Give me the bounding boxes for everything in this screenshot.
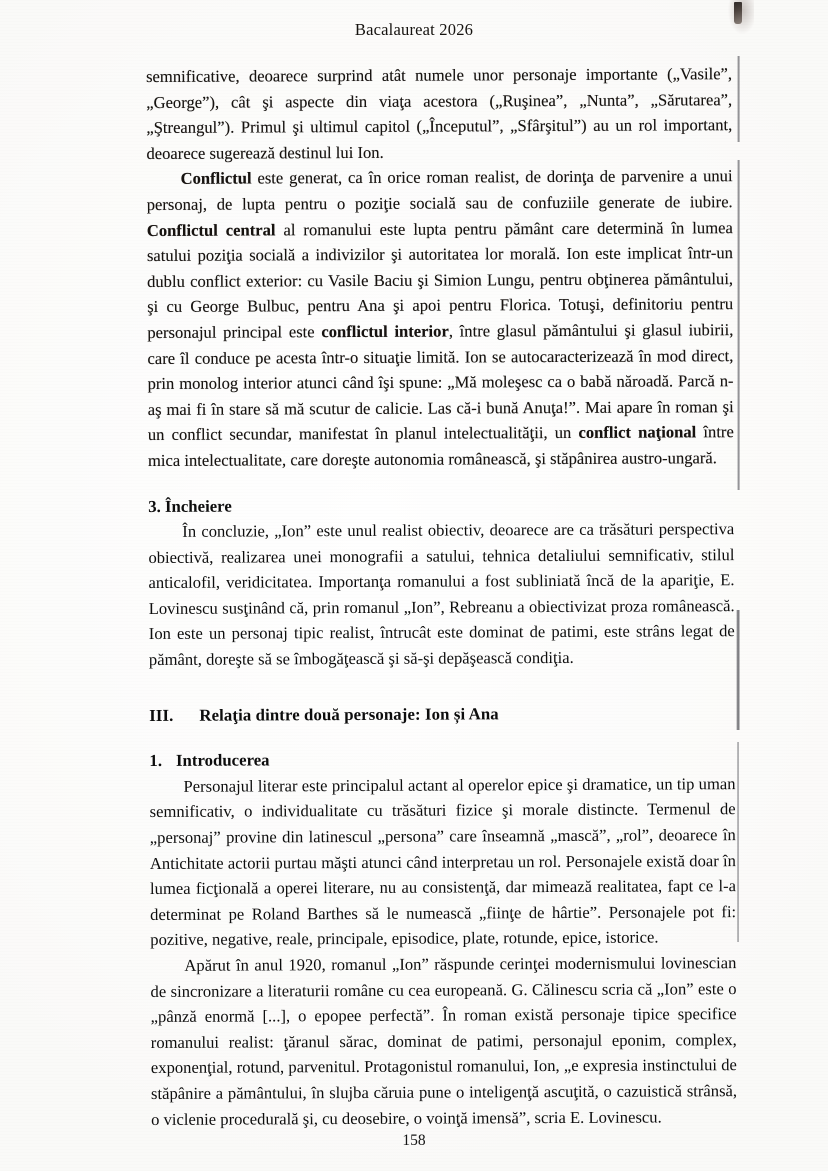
heading-introducerea-numeral: 1. bbox=[149, 751, 163, 771]
page-number: 158 bbox=[402, 1132, 426, 1149]
conflict-text-2: al romanului este lupta pentru pământ care determină în lumea satului poziţia socială a indivizilor şi autoritatea lor morală. Ion este implicat într-un dublu conflict exterior: cu Vasile Baciu şi Simion Lungu, pentru obţinerea pământului, şi cu George Bulbuc, pentru Ana şi apoi pentru Florica. Totuşi, definitoriu pentru personajul principal este bbox=[146, 217, 734, 342]
paragraph-conflict bbox=[147, 164, 734, 474]
paragraph-incheiere: În concluzie, „Ion” este unul realist obiectiv, deoarece are ca trăsături perspectiva obiectivă, realizarea unei monografii a satului, tehnica detaliului semnificativ, stilul anticalofil, veridicitatea. Importanţa romanului a fost subliniată încă de la apariţie, E. Lovinescu susţinând că, prin romanul „Ion”, Rebreanu a obiectivizat proza românească. Ion este un personaj tipic realist, întrucât este dominat de patimi, este strâns legat de pământ, doreşte să se îmbogăţească şi să-şi depăşească condiţia. bbox=[148, 519, 735, 670]
term-conflict-national: conflict naţional bbox=[578, 422, 697, 443]
heading-section-iii-numeral: III. bbox=[149, 705, 174, 725]
scan-edge-line bbox=[737, 742, 739, 942]
term-conflictul-central: Conflictul central bbox=[146, 219, 276, 240]
heading-introducerea-title: Introducerea bbox=[175, 750, 270, 771]
scan-edge-line bbox=[737, 160, 740, 490]
paragraph-introducere-1: Personajul literar este principalul actant al operelor epice şi dramatice, un tip uman semnificativ, o individualitate cu trăsături fizice şi morale distincte. Termenul de „personaj” provine din latinescul „persona” care înseamnă „mască”, „rol”, deoarece în Antichitate actorii purtau măşti atunci când interpretau un rol. Personajele există doar în lumea ficţională a operei literare, nu au consistenţă, dar mimează realitatea, fapt ce l-a determinat pe Roland Barthes să le numească „fiinţe de hârtie”. Personajele pot fi: pozitive, negative, reale, principale, episodice, plate, rotunde, epice, istorice. bbox=[149, 773, 737, 950]
heading-incheiere: 3. Încheiere bbox=[148, 496, 232, 516]
conflict-text-4: între mica intelectualitate, care doreşte autonomia românească, şi stăpânirea austro-ungară. bbox=[147, 422, 734, 470]
scan-edge-line bbox=[736, 610, 740, 730]
paragraph-introducere-2: Apărut în anul 1920, romanul „Ion” răspunde cerinţei modernismului lovinescian de sincronizare a literaturii române cu cea europeană. G. Călinescu scria că „Ion” este o „pânză enormă [...], o epopee perfectă”. În roman există personaje tipice specifice romanului realist: ţăranul sărac, dominat de patimi, personajul eponim, complex, exponenţial, rotund, parvenitul. Protagonistul romanului, Ion, „e expresia instinctului de stăpânire a pământului, în slujba căruia pune o inteligenţă ascuţită, o cazuistică strânsă, o viclenie procedurală şi, cu deosebire, o voinţă imensă”, scria E. Lovinescu. bbox=[150, 953, 738, 1129]
running-head: Bacalaureat 2026 bbox=[354, 20, 474, 39]
paragraph-continued: semnificative, deoarece surprind atât numele unor personaje importante („Vasile”, „George”), cât şi aspecte din viaţa acestora („Ruşinea”, „Nunta”, „Sărutarea”, „Ştreangul”). Primul şi ultimul capitol („Începutul”, „Sfârşitul”) au un rol important, deoarece sugerează destinul lui Ion. bbox=[146, 64, 733, 163]
page-body-text bbox=[146, 61, 737, 1132]
spacer bbox=[149, 725, 735, 748]
heading-section-iii-title: Relaţia dintre două personaje: Ion și Ana bbox=[199, 703, 499, 725]
conflict-text-1: este generat, ca în orice roman realist, de dorinţa de parvenire a unui personaj, de lupta pentru o poziţie socială sau de confuziile generate de iubire. bbox=[146, 166, 733, 214]
term-conflictul-interior: conflictul interior bbox=[321, 321, 449, 342]
heading-section-iii bbox=[149, 700, 735, 728]
scan-edge-line bbox=[737, 56, 740, 142]
heading-introducerea bbox=[149, 745, 735, 773]
spacer bbox=[149, 670, 735, 703]
term-conflictul: Conflictul bbox=[180, 168, 252, 189]
conflict-text-3: , între glasul pământului şi glasul iubirii, care îl conduce pe acesta într-o situaţie limită. Ion se autocaracterizează în mod direct, prin monolog interior atunci când îşi spune: „Mă moleşesc ca o babă năroadă. Parcă n-aş mai fi în stare să mă scutur de calicie. Las că-i bună Anuţa!”. Mai apare în roman şi un conflict secundar, manifestat în planul intelectualităţii, un bbox=[147, 320, 734, 445]
